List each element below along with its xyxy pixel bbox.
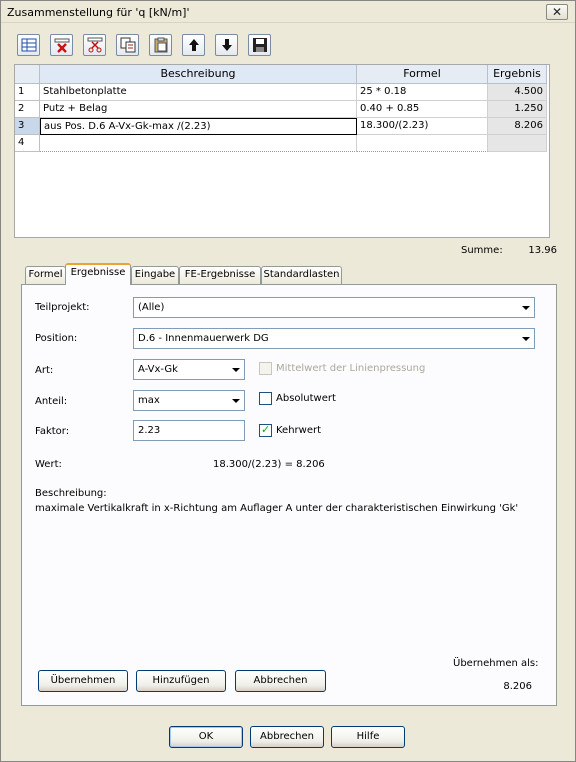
- art-value: A-Vx-Gk: [138, 364, 178, 375]
- paste-button[interactable]: [149, 34, 172, 56]
- ok-button[interactable]: OK: [169, 726, 243, 748]
- delete-row-icon: [54, 37, 70, 53]
- row-number[interactable]: 1: [15, 84, 40, 101]
- position-label: Position:: [35, 333, 78, 344]
- tab-eingabe[interactable]: Eingabe: [131, 266, 179, 284]
- summe-label: Summe:: [461, 245, 503, 256]
- column-header-beschreibung[interactable]: Beschreibung: [40, 65, 357, 84]
- chevron-down-icon: [522, 306, 530, 310]
- absolutwert-checkbox[interactable]: [259, 392, 272, 405]
- abbrechen-button[interactable]: Abbrechen: [250, 726, 324, 748]
- cell-ergebnis: [488, 135, 547, 152]
- table-icon: [21, 37, 37, 53]
- table-view-button[interactable]: [17, 34, 40, 56]
- cell-beschreibung[interactable]: [40, 135, 357, 152]
- faktor-label: Faktor:: [35, 426, 70, 437]
- cell-formel[interactable]: 25 * 0.18: [357, 84, 488, 101]
- kehrwert-checkbox[interactable]: [259, 424, 272, 437]
- uebernehmen-als-value: 8.206: [503, 681, 532, 692]
- row-number[interactable]: 4: [15, 135, 40, 152]
- title-bar: [1, 1, 575, 23]
- row-number[interactable]: 3: [15, 118, 40, 135]
- move-down-icon: [219, 37, 235, 53]
- uebernehmen-als-label: Übernehmen als:: [453, 658, 539, 669]
- window-title: Zusammenstellung für 'q [kN/m]': [7, 6, 190, 19]
- cell-ergebnis: 4.500: [488, 84, 547, 101]
- wert-value: 18.300/(2.23) = 8.206: [213, 459, 325, 470]
- hilfe-button[interactable]: Hilfe: [331, 726, 405, 748]
- chevron-down-icon: [232, 399, 240, 403]
- tab-ergebnisse[interactable]: Ergebnisse: [65, 263, 131, 285]
- formula-table[interactable]: [14, 64, 550, 238]
- chevron-down-icon: [522, 337, 530, 341]
- move-down-button[interactable]: [215, 34, 238, 56]
- close-button[interactable]: ✕: [546, 4, 568, 20]
- anteil-value: max: [138, 395, 160, 406]
- uebernehmen-button[interactable]: Übernehmen: [38, 670, 128, 692]
- cell-formel[interactable]: 0.40 + 0.85: [357, 101, 488, 118]
- row-number[interactable]: 2: [15, 101, 40, 118]
- art-select[interactable]: [133, 359, 245, 380]
- delete-row-button[interactable]: [50, 34, 73, 56]
- teilprojekt-label: Teilprojekt:: [35, 302, 90, 313]
- save-button[interactable]: [248, 34, 271, 56]
- move-up-button[interactable]: [182, 34, 205, 56]
- position-select[interactable]: [133, 328, 535, 349]
- beschreibung-text: maximale Vertikalkraft in x-Richtung am Auflager A unter der charakteristischen Einwirkung 'Gk': [35, 503, 519, 514]
- row-number-header: [15, 65, 40, 84]
- beschreibung-label: Beschreibung:: [35, 488, 107, 499]
- position-value: D.6 - Innenmauerwerk DG: [138, 333, 269, 344]
- teilprojekt-select[interactable]: [133, 297, 535, 318]
- checkmark-icon: ✓: [261, 423, 271, 436]
- tab-formel[interactable]: Formel: [25, 266, 66, 284]
- mittelwert-checkbox[interactable]: [259, 362, 272, 375]
- faktor-input[interactable]: 2.23: [133, 420, 245, 441]
- hinzufuegen-button[interactable]: Hinzufügen: [136, 670, 226, 692]
- cell-ergebnis: 1.250: [488, 101, 547, 118]
- column-header-ergebnis[interactable]: Ergebnis: [488, 65, 547, 84]
- summe-value: 13.96: [528, 245, 557, 256]
- cell-beschreibung-active[interactable]: aus Pos. D.6 A-Vx-Gk-max /(2.23): [40, 118, 357, 135]
- anteil-select[interactable]: [133, 390, 245, 411]
- save-icon: [252, 37, 268, 53]
- copy-button[interactable]: [116, 34, 139, 56]
- kehrwert-label: Kehrwert: [276, 425, 322, 436]
- copy-icon: [120, 37, 136, 53]
- cut-icon: [87, 37, 103, 53]
- cut-button[interactable]: [83, 34, 106, 56]
- cell-formel[interactable]: [357, 135, 488, 152]
- teilprojekt-value: (Alle): [138, 302, 165, 313]
- cell-ergebnis: 8.206: [488, 118, 547, 135]
- move-up-icon: [186, 37, 202, 53]
- cell-formel[interactable]: 18.300/(2.23): [357, 118, 488, 135]
- tab-fe-ergebnisse[interactable]: FE-Ergebnisse: [179, 266, 261, 284]
- cell-beschreibung[interactable]: Stahlbetonplatte: [40, 84, 357, 101]
- column-header-formel[interactable]: Formel: [357, 65, 488, 84]
- absolutwert-label: Absolutwert: [276, 393, 336, 404]
- mittelwert-label: Mittelwert der Linienpressung: [276, 363, 426, 374]
- paste-icon: [153, 37, 169, 53]
- tab-standardlasten[interactable]: Standardlasten: [261, 266, 342, 284]
- chevron-down-icon: [232, 368, 240, 372]
- art-label: Art:: [35, 365, 54, 376]
- cell-beschreibung[interactable]: Putz + Belag: [40, 101, 357, 118]
- tab-panel-ergebnisse: [21, 284, 557, 706]
- abbrechen-panel-button[interactable]: Abbrechen: [235, 670, 326, 692]
- wert-label: Wert:: [35, 459, 62, 470]
- anteil-label: Anteil:: [35, 396, 68, 407]
